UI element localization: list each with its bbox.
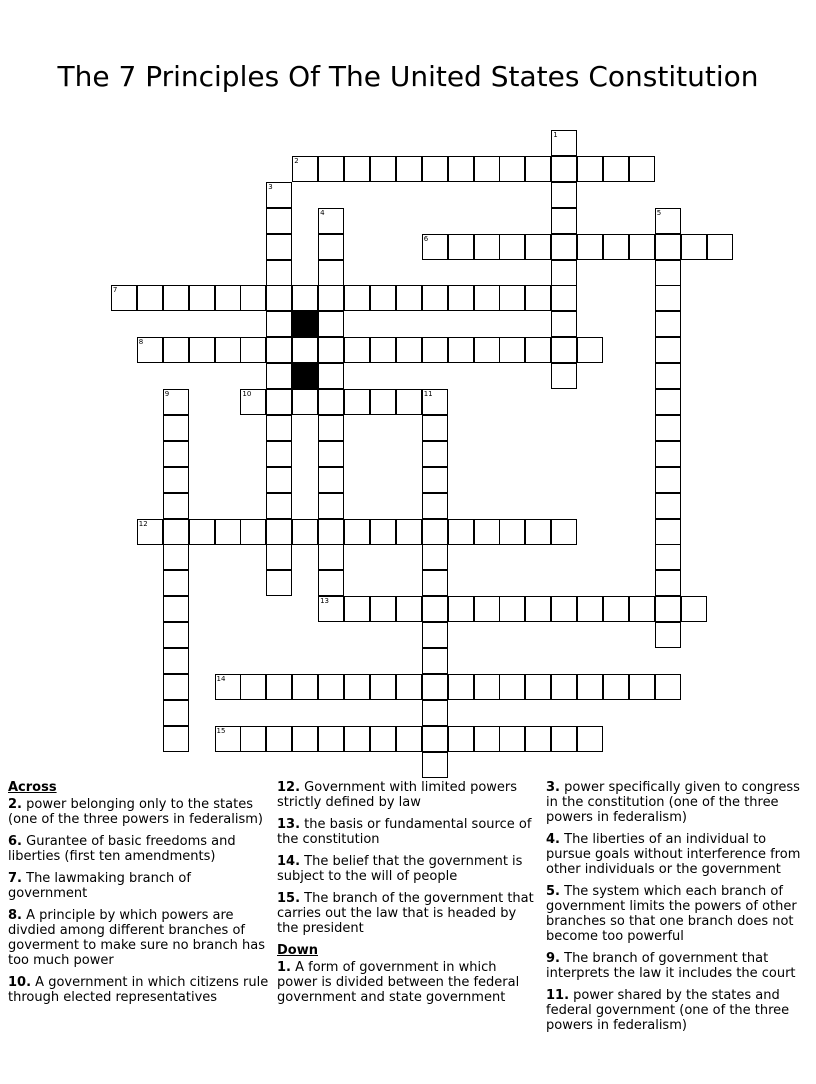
grid-cell[interactable] — [551, 726, 577, 752]
clue-number: 4. — [546, 832, 560, 847]
grid-cell[interactable] — [292, 674, 318, 700]
clue-number: 14. — [277, 854, 301, 869]
clue-text: The lawmaking branch of government — [8, 871, 191, 901]
grid-cell[interactable] — [396, 596, 422, 622]
grid-cell[interactable] — [344, 156, 370, 182]
grid-cell[interactable] — [215, 337, 241, 363]
grid-cell[interactable] — [163, 622, 189, 648]
grid-cell[interactable] — [551, 130, 577, 156]
grid-cell[interactable] — [189, 519, 215, 545]
grid-cell[interactable] — [448, 596, 474, 622]
grid-cell[interactable] — [655, 596, 681, 622]
clue-number: 3. — [546, 780, 560, 795]
down-heading: Down — [277, 943, 318, 958]
grid-cell[interactable] — [318, 596, 344, 622]
grid-cell[interactable] — [370, 596, 396, 622]
grid-cell[interactable] — [163, 441, 189, 467]
grid-cell[interactable] — [344, 726, 370, 752]
black-square — [292, 363, 318, 389]
clue-across-13 — [277, 817, 539, 847]
grid-cell[interactable] — [422, 441, 448, 467]
across-heading: Across — [8, 780, 57, 795]
clues-column-1 — [8, 780, 270, 1012]
clue-text: The branch of the government that carries out the law that is headed by the president — [277, 891, 534, 936]
grid-cell[interactable] — [318, 674, 344, 700]
grid-cell[interactable] — [163, 648, 189, 674]
grid-cell[interactable] — [551, 260, 577, 286]
clue-text: power shared by the states and federal government (one of the three powers in federalism) — [546, 988, 790, 1033]
grid-cell[interactable] — [396, 674, 422, 700]
clue-number: 15. — [277, 891, 301, 906]
grid-cell[interactable] — [629, 234, 655, 260]
grid-cell[interactable] — [422, 726, 448, 752]
grid-cell[interactable] — [474, 519, 500, 545]
grid-cell[interactable] — [240, 389, 266, 415]
grid-cell[interactable] — [266, 415, 292, 441]
cell-number: 1 — [553, 131, 558, 139]
clue-text: power belonging only to the states (one of the three powers in federalism) — [8, 797, 263, 827]
grid-cell[interactable] — [163, 519, 189, 545]
cell-number: 11 — [423, 390, 433, 398]
grid-cell[interactable] — [422, 389, 448, 415]
clue-down-5 — [546, 884, 812, 944]
grid-cell[interactable] — [422, 752, 448, 778]
grid-cell[interactable] — [422, 415, 448, 441]
grid-cell[interactable] — [370, 519, 396, 545]
grid-cell[interactable] — [163, 285, 189, 311]
grid-cell[interactable] — [422, 700, 448, 726]
grid-cell[interactable] — [344, 519, 370, 545]
grid-cell[interactable] — [240, 674, 266, 700]
clue-text: A principle by which powers are divdied among different branches of goverment to make sure no branch has too much power — [8, 908, 265, 968]
grid-cell[interactable] — [344, 337, 370, 363]
grid-cell[interactable] — [266, 467, 292, 493]
grid-cell[interactable] — [655, 622, 681, 648]
grid-cell[interactable] — [474, 234, 500, 260]
clue-down-9 — [546, 951, 812, 981]
grid-cell[interactable] — [629, 674, 655, 700]
clue-across-15 — [277, 891, 539, 936]
clue-number: 12. — [277, 780, 301, 795]
grid-cell[interactable] — [370, 285, 396, 311]
grid-cell[interactable] — [474, 674, 500, 700]
grid-cell[interactable] — [551, 337, 577, 363]
clue-down-3 — [546, 780, 812, 825]
grid-cell[interactable] — [655, 311, 681, 337]
grid-cell[interactable] — [318, 493, 344, 519]
grid-cell[interactable] — [215, 285, 241, 311]
grid-cell[interactable] — [318, 389, 344, 415]
grid-cell[interactable] — [448, 156, 474, 182]
grid-cell[interactable] — [499, 519, 525, 545]
grid-cell[interactable] — [266, 493, 292, 519]
grid-cell[interactable] — [292, 519, 318, 545]
grid-cell[interactable] — [422, 596, 448, 622]
grid-cell[interactable] — [655, 208, 681, 234]
grid-cell[interactable] — [525, 234, 551, 260]
grid-cell[interactable] — [551, 208, 577, 234]
grid-cell[interactable] — [266, 544, 292, 570]
grid-cell[interactable] — [344, 674, 370, 700]
grid-cell[interactable] — [422, 519, 448, 545]
grid-cell[interactable] — [240, 337, 266, 363]
grid-cell[interactable] — [163, 337, 189, 363]
puzzle-title: The 7 Principles Of The United States Constitution — [57, 60, 759, 93]
grid-cell[interactable] — [189, 285, 215, 311]
grid-cell[interactable] — [499, 726, 525, 752]
grid-cell[interactable] — [266, 389, 292, 415]
grid-cell[interactable] — [655, 285, 681, 311]
clue-text: the basis or fundamental source of the constitution — [277, 817, 532, 847]
clue-text: The system which each branch of government limits the powers of other branches so that one branch does not become too powerful — [546, 884, 797, 944]
grid-cell[interactable] — [655, 260, 681, 286]
grid-cell[interactable] — [396, 156, 422, 182]
grid-cell[interactable] — [525, 156, 551, 182]
grid-cell[interactable] — [396, 519, 422, 545]
grid-cell[interactable] — [422, 570, 448, 596]
grid-cell[interactable] — [370, 726, 396, 752]
grid-cell[interactable] — [266, 260, 292, 286]
grid-cell[interactable] — [629, 156, 655, 182]
grid-cell[interactable] — [525, 596, 551, 622]
grid-cell[interactable] — [422, 467, 448, 493]
grid-cell[interactable] — [163, 674, 189, 700]
grid-cell[interactable] — [655, 441, 681, 467]
grid-cell[interactable] — [318, 467, 344, 493]
clue-text: Gurantee of basic freedoms and liberties (first ten amendments) — [8, 834, 236, 864]
grid-cell[interactable] — [551, 182, 577, 208]
grid-cell[interactable] — [551, 311, 577, 337]
grid-cell[interactable] — [655, 544, 681, 570]
grid-cell[interactable] — [655, 389, 681, 415]
grid-cell[interactable] — [344, 285, 370, 311]
grid-cell[interactable] — [266, 311, 292, 337]
grid-cell[interactable] — [577, 726, 603, 752]
grid-cell[interactable] — [577, 337, 603, 363]
grid-cell[interactable] — [422, 493, 448, 519]
grid-cell[interactable] — [163, 570, 189, 596]
grid-cell[interactable] — [292, 389, 318, 415]
clue-text: A form of government in which power is divided between the federal government and state government — [277, 960, 520, 1005]
grid-cell[interactable] — [525, 337, 551, 363]
grid-cell[interactable] — [318, 156, 344, 182]
grid-cell[interactable] — [292, 156, 318, 182]
grid-cell[interactable] — [655, 467, 681, 493]
grid-cell[interactable] — [551, 519, 577, 545]
clue-text: The liberties of an individual to pursue goals without interference from other individuals or the government — [546, 832, 801, 877]
grid-cell[interactable] — [266, 674, 292, 700]
grid-cell[interactable] — [318, 726, 344, 752]
grid-cell[interactable] — [266, 337, 292, 363]
grid-cell[interactable] — [292, 337, 318, 363]
grid-cell[interactable] — [499, 234, 525, 260]
grid-cell[interactable] — [655, 519, 681, 545]
grid-cell[interactable] — [499, 156, 525, 182]
grid-cell[interactable] — [474, 726, 500, 752]
grid-cell[interactable] — [137, 285, 163, 311]
grid-cell[interactable] — [422, 544, 448, 570]
clue-across-6 — [8, 834, 270, 864]
grid-cell[interactable] — [629, 596, 655, 622]
grid-cell[interactable] — [448, 726, 474, 752]
clue-number: 7. — [8, 871, 22, 886]
grid-cell[interactable] — [370, 337, 396, 363]
grid-cell[interactable] — [344, 596, 370, 622]
clue-number: 2. — [8, 797, 22, 812]
grid-cell[interactable] — [318, 363, 344, 389]
clue-across-2 — [8, 797, 270, 827]
grid-cell[interactable] — [422, 285, 448, 311]
grid-cell[interactable] — [422, 648, 448, 674]
grid-cell[interactable] — [318, 415, 344, 441]
clue-across-10 — [8, 975, 270, 1005]
grid-cell[interactable] — [396, 285, 422, 311]
grid-cell[interactable] — [266, 234, 292, 260]
grid-cell[interactable] — [318, 570, 344, 596]
grid-cell[interactable] — [603, 674, 629, 700]
grid-cell[interactable] — [266, 182, 292, 208]
cell-number: 10 — [242, 390, 252, 398]
grid-cell[interactable] — [189, 337, 215, 363]
grid-cell[interactable] — [163, 415, 189, 441]
grid-cell[interactable] — [240, 285, 266, 311]
grid-cell[interactable] — [137, 337, 163, 363]
clue-text: The belief that the government is subject to the will of people — [277, 854, 523, 884]
cell-number: 13 — [320, 597, 330, 606]
grid-cell[interactable] — [577, 596, 603, 622]
grid-cell[interactable] — [318, 311, 344, 337]
grid-cell[interactable] — [551, 596, 577, 622]
grid-cell[interactable] — [655, 570, 681, 596]
grid-cell[interactable] — [681, 596, 707, 622]
grid-cell[interactable] — [266, 570, 292, 596]
grid-cell[interactable] — [499, 674, 525, 700]
grid-cell[interactable] — [655, 337, 681, 363]
clue-number: 1. — [277, 960, 291, 975]
grid-cell[interactable] — [215, 674, 241, 700]
grid-cell[interactable] — [318, 519, 344, 545]
grid-cell[interactable] — [551, 285, 577, 311]
grid-cell[interactable] — [370, 674, 396, 700]
grid-cell[interactable] — [603, 234, 629, 260]
cell-number: 7 — [112, 286, 118, 295]
clue-number: 11. — [546, 988, 570, 1003]
grid-cell[interactable] — [370, 156, 396, 182]
grid-cell[interactable] — [707, 234, 733, 260]
clue-text: The branch of government that interprets the law it includes the court — [546, 951, 796, 981]
clue-number: 5. — [546, 884, 560, 899]
grid-cell[interactable] — [266, 441, 292, 467]
grid-cell[interactable] — [318, 260, 344, 286]
grid-cell[interactable] — [163, 596, 189, 622]
grid-cell[interactable] — [577, 674, 603, 700]
grid-cell[interactable] — [318, 544, 344, 570]
grid-cell[interactable] — [266, 285, 292, 311]
grid-cell[interactable] — [525, 519, 551, 545]
clues-column-2 — [277, 780, 539, 1012]
grid-cell[interactable] — [525, 285, 551, 311]
grid-cell[interactable] — [422, 234, 448, 260]
grid-cell[interactable] — [163, 467, 189, 493]
grid-cell[interactable] — [655, 493, 681, 519]
grid-cell[interactable] — [499, 337, 525, 363]
grid-cell[interactable] — [474, 156, 500, 182]
clue-number: 9. — [546, 951, 560, 966]
grid-cell[interactable] — [318, 234, 344, 260]
cell-number: 4 — [320, 208, 325, 217]
cell-number: 12 — [138, 519, 148, 528]
grid-cell[interactable] — [137, 519, 163, 545]
grid-cell[interactable] — [163, 700, 189, 726]
clue-down-1 — [277, 960, 539, 1005]
grid-cell[interactable] — [396, 726, 422, 752]
clue-down-4 — [546, 832, 812, 877]
cell-number: 9 — [164, 390, 170, 398]
grid-cell[interactable] — [499, 285, 525, 311]
grid-cell[interactable] — [318, 441, 344, 467]
grid-cell[interactable] — [422, 156, 448, 182]
grid-cell[interactable] — [215, 519, 241, 545]
grid-cell[interactable] — [448, 519, 474, 545]
grid-cell[interactable] — [163, 493, 189, 519]
grid-cell[interactable] — [525, 674, 551, 700]
grid-cell[interactable] — [215, 726, 241, 752]
grid-cell[interactable] — [551, 234, 577, 260]
grid-cell[interactable] — [551, 674, 577, 700]
grid-cell[interactable] — [448, 234, 474, 260]
grid-cell[interactable] — [655, 234, 681, 260]
black-square — [292, 311, 318, 337]
cell-number: 8 — [138, 338, 144, 347]
clue-across-12 — [277, 780, 539, 810]
cell-number: 2 — [294, 156, 299, 165]
grid-cell[interactable] — [681, 234, 707, 260]
grid-cell[interactable] — [448, 337, 474, 363]
clue-text: power specifically given to congress in the constitution (one of the three powers in federalism) — [546, 780, 800, 825]
grid-cell[interactable] — [474, 337, 500, 363]
clue-across-14 — [277, 854, 539, 884]
grid-cell[interactable] — [266, 726, 292, 752]
grid-cell[interactable] — [603, 156, 629, 182]
grid-cell[interactable] — [266, 208, 292, 234]
clue-across-7 — [8, 871, 270, 901]
grid-cell[interactable] — [422, 674, 448, 700]
cell-number: 15 — [216, 726, 226, 735]
clue-text: Government with limited powers strictly defined by law — [277, 780, 518, 810]
clue-number: 13. — [277, 817, 301, 832]
clue-text: A government in which citizens rule through elected representatives — [8, 975, 269, 1005]
grid-cell[interactable] — [448, 674, 474, 700]
clue-across-8 — [8, 908, 270, 968]
grid-cell[interactable] — [266, 519, 292, 545]
grid-cell[interactable] — [344, 389, 370, 415]
cell-number: 5 — [656, 208, 662, 217]
clue-number: 8. — [8, 908, 22, 923]
grid-cell[interactable] — [370, 389, 396, 415]
grid-cell[interactable] — [655, 415, 681, 441]
grid-cell[interactable] — [603, 596, 629, 622]
cell-number: 3 — [268, 182, 273, 191]
grid-cell[interactable] — [474, 596, 500, 622]
grid-cell[interactable] — [240, 519, 266, 545]
grid-cell[interactable] — [396, 389, 422, 415]
cell-number: 6 — [423, 234, 429, 243]
grid-cell[interactable] — [266, 363, 292, 389]
grid-cell[interactable] — [396, 337, 422, 363]
grid-cell[interactable] — [163, 726, 189, 752]
grid-cell[interactable] — [655, 363, 681, 389]
grid-cell[interactable] — [292, 285, 318, 311]
grid-cell[interactable] — [525, 726, 551, 752]
grid-cell[interactable] — [577, 156, 603, 182]
grid-cell[interactable] — [292, 726, 318, 752]
grid-cell[interactable] — [474, 285, 500, 311]
grid-cell[interactable] — [163, 389, 189, 415]
clue-number: 10. — [8, 975, 32, 990]
clues-column-3 — [546, 780, 812, 1040]
grid-cell[interactable] — [422, 622, 448, 648]
grid-cell[interactable] — [499, 596, 525, 622]
grid-cell[interactable] — [318, 285, 344, 311]
grid-cell[interactable] — [163, 544, 189, 570]
grid-cell[interactable] — [111, 285, 137, 311]
grid-cell[interactable] — [448, 285, 474, 311]
grid-cell[interactable] — [551, 156, 577, 182]
clue-down-11 — [546, 988, 812, 1033]
clues-section — [0, 780, 816, 1080]
cell-number: 14 — [216, 674, 226, 683]
grid-cell[interactable] — [577, 234, 603, 260]
grid-cell[interactable] — [240, 726, 266, 752]
grid-cell[interactable] — [655, 674, 681, 700]
grid-cell[interactable] — [422, 337, 448, 363]
grid-cell[interactable] — [318, 208, 344, 234]
clue-number: 6. — [8, 834, 22, 849]
grid-cell[interactable] — [551, 363, 577, 389]
grid-cell[interactable] — [318, 337, 344, 363]
